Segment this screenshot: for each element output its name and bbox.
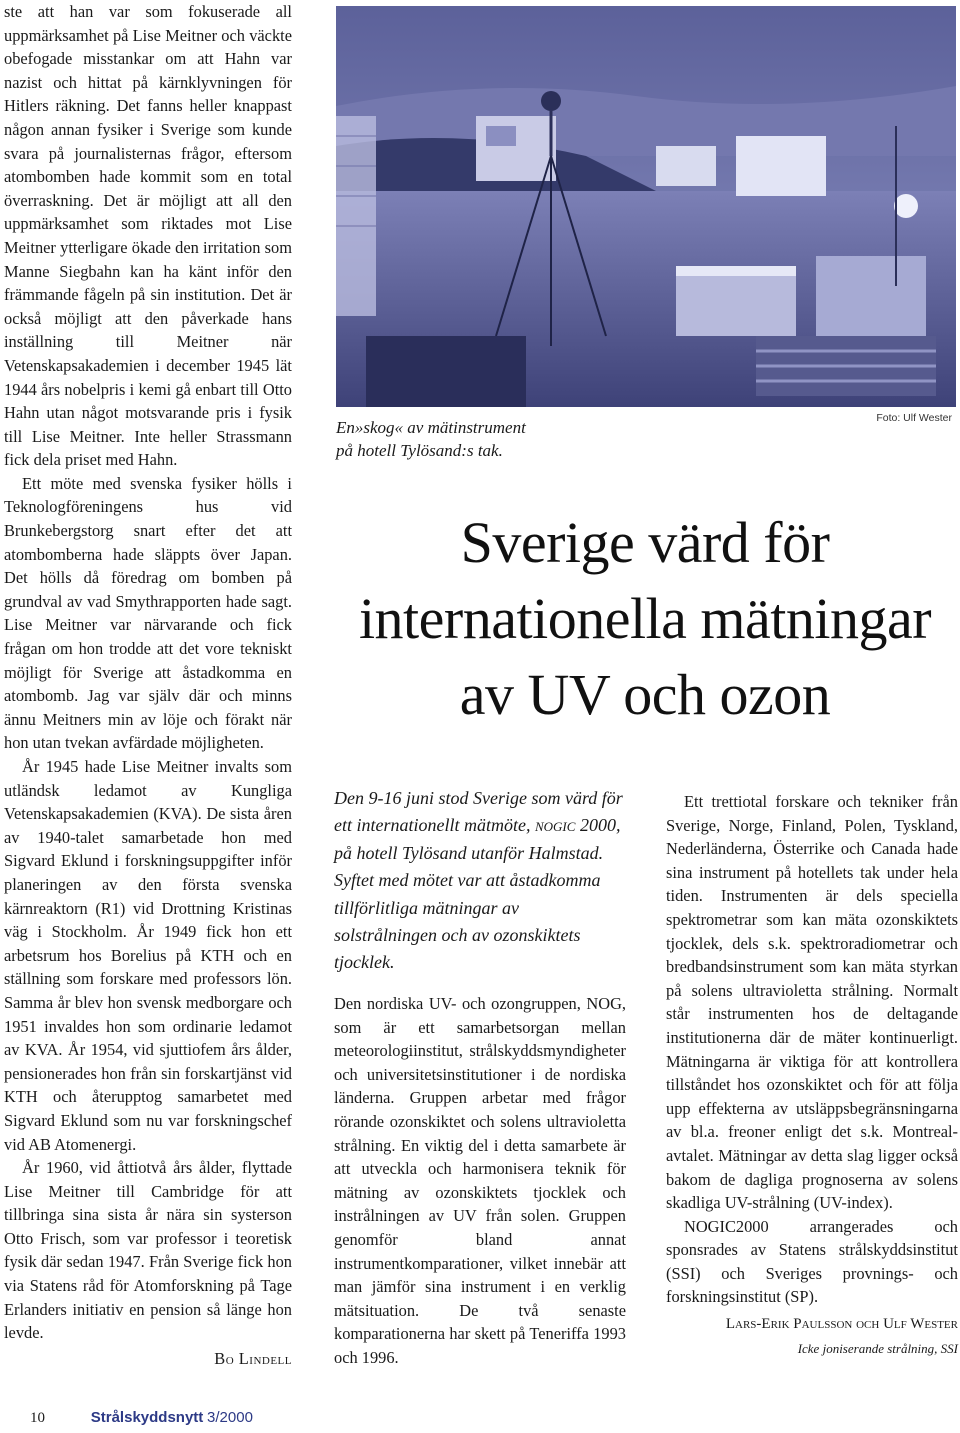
headline-line: av UV och ozon — [459, 662, 831, 727]
left-article-byline: Bo Lindell — [214, 1348, 292, 1368]
lead-acronym: nogic — [534, 815, 576, 836]
caption-line: En»skog« av mätinstrument — [336, 418, 526, 437]
page-number: 10 — [30, 1410, 45, 1426]
middle-article-column — [334, 992, 626, 1370]
headline-line: internationella mätningar — [358, 586, 932, 651]
photo-caption — [336, 416, 636, 462]
left-paragraph: Ett möte med svenska fysiker hölls i Teknologföreningens hus vid Brunkebergstorg snart efter det att atombomberna hade släppts över Japan. Det hölls då föredrag om bomben på grundval av vad Smythrapporten hade sagt. Lise Meitner var närvarande och fick frågan om hon trodde att det vore tekniskt möjligt för Sverige att åstadkomma en atombomb. Jag var själv där och minns ännu Meitners min av löje och förakt när hon utan tvekan avfärdade möjligheten. — [4, 473, 292, 753]
rooftop-instruments-photo — [336, 6, 956, 407]
middle-paragraph: Den nordiska UV- och ozongruppen, NOG, som är ett samarbetsorgan mellan meteorologiinstitut, strålskyddsmyndigheter och universitetsinstitutioner i de nordiska länderna. Gruppen arbetar med frågor rörande ozonskiktet och solens ultravioletta strålning. En viktig del i detta samarbete är att utveckla och harmonisera teknik för mätning av ozonskiktets tjocklek och instrålningen av UV från solen. Gruppen genomför bland annat instrumentkomparationer, vilket innebär att man jämför sina instrument i en verklig mätsituation. De två senaste komparationerna har skett på Teneriffa 1993 och 1996. — [334, 994, 626, 1367]
left-paragraph: År 1960, vid åttiotvå års ålder, flyttade Lise Meitner till Cambridge för att tillbringa sina sista år nära sin systerson Otto Frisch, som var professor i teoretisk fysik där sedan 1947. Från Sverige fick hon via Statens råd för Atomforskning på Tage Erlanders initiativ en pension så länge hon levde. — [4, 1158, 292, 1343]
right-article-byline: Lars-Erik Paulsson och Ulf Wester — [725, 1316, 958, 1333]
section-tag: Icke joniserande strålning, SSI — [797, 1340, 958, 1356]
article-lead — [334, 785, 626, 977]
right-article-column — [666, 790, 958, 1360]
left-paragraph: ste att han var som fokuserade all uppmärksamhet på Lise Meitner och väckte obefogade misstankar om att Hahn var nazist och hittat på kärnklyvningen för Hitlers räkning. Det fanns heller knappast någon annan fysiker i Sverige som kunde svara på journalisternas frågor, eftersom atombomben hade kommit som en total överraskning. Det är möjligt att all den uppmärksamhet som riktades mot Lise Meitner ytterligare ökade den irritation som Manne Siegbahn kan ha känt inför den främmande fågeln på sin institution. Det är också möjligt att den påverkade hans inställning till Meitner när Vetenskapsakademien i december 1945 lät 1944 års nobelpris i kemi gå enbart till Otto Hahn utan något motsvarande pris i fysik till Lise Meitner. Inte heller Strassmann fick dela priset med Hahn. — [4, 2, 292, 470]
article-headline — [330, 505, 960, 733]
left-article-column — [4, 0, 292, 1370]
magazine-name: Strålskyddsnytt — [90, 1409, 204, 1426]
headline-line: Sverige värd för — [460, 510, 830, 575]
caption-line: på hotell Tylösand:s tak. — [336, 441, 503, 460]
right-paragraph: Ett trettiotal forskare och tekniker från Sverige, Norge, Finland, Polen, Tyskland, Nederländerna, Österrike och Canada hade sina instrument på hotellets tak under hela tiden. Instrumenten är dels speciella spektrometrar som kan mäta ozonskiktets tjocklek, dels s.k. spektroradiometrar och bredbandsinstrument som kan mäta styrkan på solens ultravioletta strålning. Normalt står instrumenten hos de deltagande institutionerna där de mäter kontinuerligt. Mätningarna är viktiga för att kontrollera tillståndet hos ozonskiktet och för att följa upp effekterna av utsläppsbegränsningarna av bl.a. freoner enligt det s.k. Montreal-avtalet. Mätningar av detta slag ligger också bakom de dagliga prognoserna av solens skadliga UV-strålning (UV-index). — [666, 792, 958, 1213]
right-paragraph: NOGIC2000 arrangerades och sponsrades av Statens strålskyddsinstitut (SSI) och Sveriges provnings- och forskningsinstitut (SP). — [666, 1216, 958, 1307]
lead-text: 2000, på hotell Tylösand utanför Halmstad. Syftet med mötet var att åstadkomma tillförlitliga mätningar av solstrålningen och av ozonskiktets tjocklek. — [334, 815, 621, 973]
left-paragraph: År 1945 hade Lise Meitner invalts som utländsk ledamot av Kungliga Vetenskapsakademien (KVA). De sista åren av 1940-talet samarbetade hon med Sigvard Eklund i forskningsuppgifter inför planeringen av den första svenska kärnreaktorn (R1) vid Drottning Kristinas väg i Stockholm. År 1949 fick hon ett arbetsrum hos Borelius på KTH och en ställning som forskare med professors lön. Samma år blev hon svensk medborgare och 1951 invaldes hon som ordinarie ledamot av KVA. År 1954, vid sjuttiofem års ålder, pensionerades hon från sin forskartjänst vid KTH och återupptog samarbetet med Sigvard Eklund som nu var forskningschef vid AB Atomenergi. — [4, 757, 292, 1154]
photo-credit: Foto: Ulf Wester — [876, 412, 952, 424]
issue-number: 3/2000 — [207, 1409, 253, 1426]
page-footer — [30, 1409, 253, 1427]
lead-text: Den 9-16 juni stod Sverige som värd för ett internationellt mätmöte, — [334, 788, 623, 836]
